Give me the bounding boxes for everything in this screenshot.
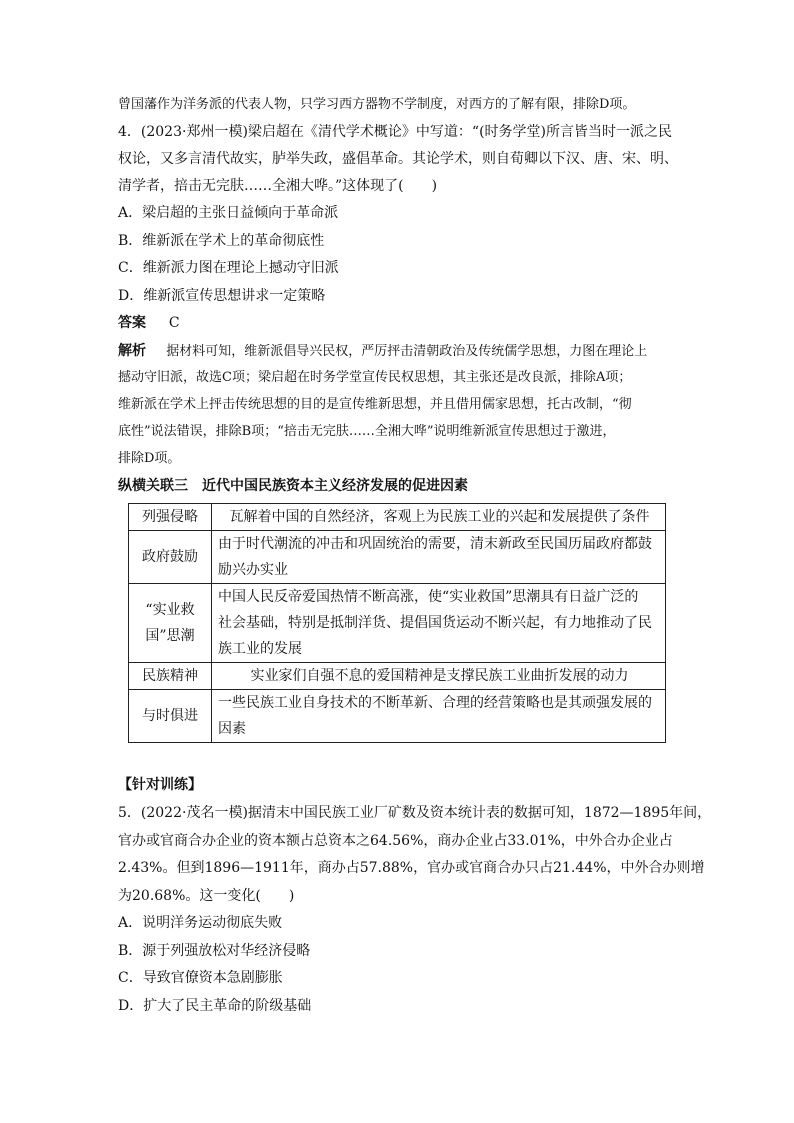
q4-explanation-line-2: 撼动守旧派，故选C项；梁启超在时务学堂宣传民权思想，其主张还是改良派，排除A项； — [118, 370, 632, 385]
explain-label: 解析 — [118, 343, 146, 359]
training-title: 【针对训练】 — [118, 777, 202, 793]
table-row — [129, 504, 666, 531]
q4-option-b: B．维新派在学术上的革命彻底性 — [118, 233, 325, 249]
row-description: 瓦解着中国的自然经济，客观上为民族工业的兴起和发展提供了条件 — [212, 504, 666, 531]
table-row — [129, 584, 666, 663]
row-description: 一些民族工业自身技术的不断革新、合理的经营策略也是其顽强发展的 因素 — [212, 690, 666, 743]
table-row — [129, 690, 666, 743]
section-title: 纵横关联三 近代中国民族资本主义经济发展的促进因素 — [118, 478, 468, 494]
row-description: 实业家们自强不息的爱国精神是支撑民族工业曲折发展的动力 — [212, 663, 666, 690]
row-label: “实业救 国”思潮 — [129, 584, 212, 663]
row-description: 由于时代潮流的冲击和巩固统治的需要，清末新政至民国历届政府都鼓 励兴办实业 — [212, 531, 666, 584]
q4-explanation-line-4: 底性”说法错误，排除B项；“掊击无完肤……全湘大哗”说明维新派宣传思想过于激进， — [118, 424, 616, 439]
row-label: 政府鼓励 — [129, 531, 212, 584]
q4-explanation-line-3: 维新派在学术上抨击传统思想的目的是宣传维新思想，并且借用儒家思想，托古改制，“彻 — [118, 397, 632, 412]
q4-option-a: A．梁启超的主张日益倾向于革命派 — [118, 205, 339, 221]
q4-answer — [118, 313, 180, 333]
answer-value: C — [168, 315, 180, 331]
row-description: 中国人民反帝爱国热情不断高涨，使“实业救国”思潮具有日益广泛的 社会基础，特别是抵制洋货、提倡国货运动不断兴起，有力地推动了民 族工业的发展 — [212, 584, 666, 663]
row-label: 列强侵略 — [129, 504, 212, 531]
q5-stem-line-4: 为20.68%。这一变化( ) — [118, 888, 295, 904]
q5-option-c: C．导致官僚资本急剧膨胀 — [118, 970, 283, 986]
row-label: 民族精神 — [129, 663, 212, 690]
q4-explanation-line-5: 排除D项。 — [118, 451, 181, 466]
q5-stem-line-3: 2.43%。但到1896—1911年，商办占57.88%，官办或官商合办只占21.44%，中外合办则增 — [118, 860, 705, 876]
q4-option-d: D．维新派宣传思想讲求一定策略 — [118, 288, 326, 304]
table-row — [129, 663, 666, 690]
q5-option-d: D．扩大了民主革命的阶级基础 — [118, 998, 312, 1014]
q4-stem-line-3: 清学者，掊击无完肤……全湘大哗。”这体现了( ) — [118, 178, 438, 194]
q5-stem-line-2: 官办或官商合办企业的资本额占总资本之64.56%，商办企业占33.01%，中外合办企业占 — [118, 833, 673, 849]
table-row — [129, 531, 666, 584]
q5-stem-line-1: 5．(2022·茂名一模)据清末中国民族工业厂矿数及资本统计表的数据可知，1872—1895年间， — [118, 805, 712, 821]
explain-text-1: 据材料可知，维新派倡导兴民权，严厉抨击清朝政治及传统儒学思想，力图在理论上 — [166, 344, 648, 359]
q5-option-b: B．源于列强放松对华经济侵略 — [118, 943, 311, 959]
answer-label: 答案 — [118, 315, 146, 331]
factors-table — [128, 503, 666, 743]
q5-option-a: A．说明洋务运动彻底失败 — [118, 915, 283, 931]
q4-explanation-line-1 — [118, 341, 647, 362]
row-label: 与时俱进 — [129, 690, 212, 743]
q4-stem-line-1: 4．(2023·郑州一模)梁启超在《清代学术概论》中写道：“(时务学堂)所言皆当时一派之民 — [118, 124, 672, 140]
q4-previous-explanation-tail: 曾国藩作为洋务派的代表人物，只学习西方器物不学制度，对西方的了解有限，排除D项。 — [118, 97, 636, 112]
q4-option-c: C．维新派力图在理论上撼动守旧派 — [118, 260, 339, 276]
q4-stem-line-2: 权论，又多言清代故实，胪举失政，盛倡革命。其论学术，则自荀卿以下汉、唐、宋、明、 — [118, 151, 678, 167]
